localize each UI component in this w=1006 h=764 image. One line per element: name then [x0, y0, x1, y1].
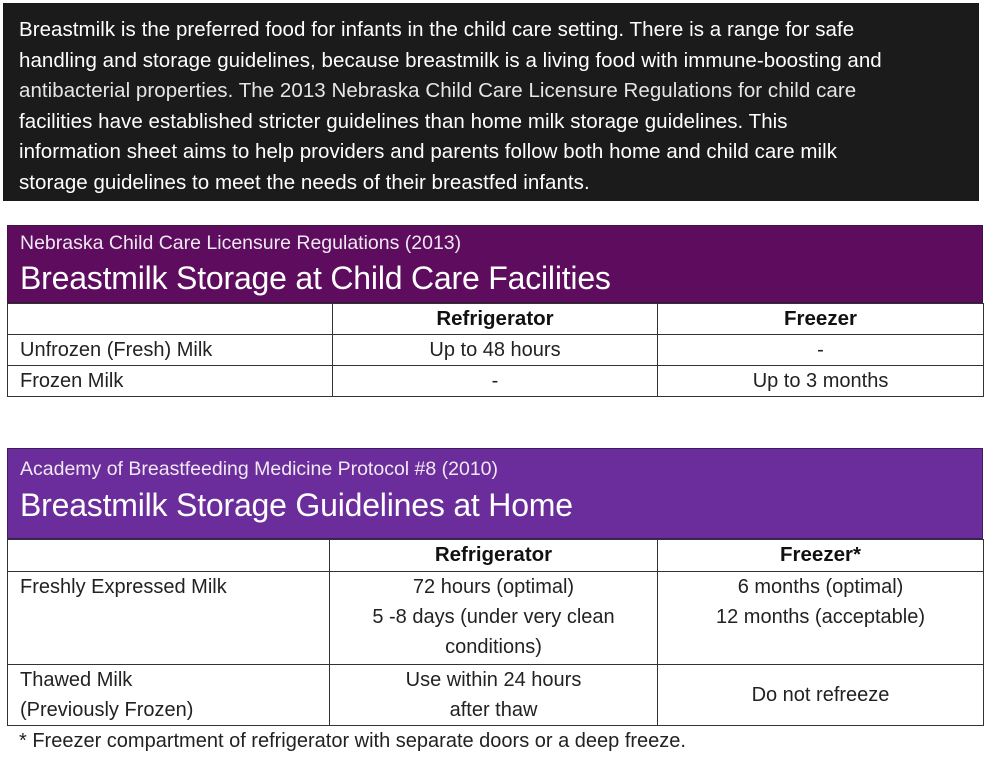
table-row	[8, 665, 984, 726]
table-cell	[8, 665, 330, 726]
childcare-subtitle: Nebraska Child Care Licensure Regulations (2013)	[20, 232, 462, 254]
table-header-cell	[8, 540, 330, 572]
table-header-cell: Refrigerator	[330, 540, 658, 572]
home-header-band	[7, 448, 983, 539]
table-cell: Up to 3 months	[658, 366, 984, 397]
table-cell: -	[333, 366, 658, 397]
childcare-section	[7, 225, 983, 397]
cell-line: Do not refreeze	[751, 684, 890, 706]
table-header-row	[8, 304, 984, 335]
intro-line: Breastmilk is the preferred food for infants in the child care setting. There is a range for safe	[19, 18, 855, 41]
cell-line: 6 months (optimal)	[737, 576, 904, 598]
intro-line: handling and storage guidelines, because breastmilk is a living food with immune-boosting and	[19, 48, 882, 72]
table-header-cell	[8, 304, 333, 335]
table-cell	[330, 572, 658, 665]
table-header-cell: Freezer	[658, 304, 984, 335]
table-cell: Frozen Milk	[8, 366, 333, 397]
cell-line: after thaw	[449, 699, 538, 721]
table-cell: -	[658, 335, 984, 366]
table-row	[8, 572, 984, 665]
table-header-cell: Refrigerator	[333, 304, 658, 335]
table-header-row	[8, 540, 984, 572]
intro-panel	[3, 3, 979, 201]
intro-line: information sheet aims to help providers and parents follow both home and child care milk	[19, 140, 838, 163]
table-cell: Unfrozen (Fresh) Milk	[8, 335, 333, 366]
table-cell: Up to 48 hours	[333, 335, 658, 366]
cell-line: Use within 24 hours	[405, 669, 582, 691]
childcare-title: Breastmilk Storage at Child Care Facilities	[20, 260, 611, 296]
cell-line: Thawed Milk	[20, 669, 133, 691]
table-cell	[8, 572, 330, 665]
home-section	[7, 448, 983, 726]
table-cell	[330, 665, 658, 726]
cell-line: 5 -8 days (under very clean	[372, 606, 615, 628]
table-row	[8, 366, 984, 397]
intro-line: facilities have established stricter guidelines than home milk storage guidelines. This	[19, 109, 788, 133]
intro-line: storage guidelines to meet the needs of their breastfed infants.	[19, 170, 590, 194]
home-subtitle: Academy of Breastfeeding Medicine Protocol #8 (2010)	[20, 458, 499, 480]
childcare-header-band	[7, 225, 983, 303]
cell-line: Freshly Expressed Milk	[20, 576, 227, 598]
table-cell	[658, 572, 984, 665]
cell-line: 12 months (acceptable)	[715, 606, 925, 628]
cell-line: (Previously Frozen)	[20, 699, 194, 721]
table-cell	[658, 665, 984, 726]
home-title: Breastmilk Storage Guidelines at Home	[20, 487, 573, 523]
freezer-footnote: * Freezer compartment of refrigerator with separate doors or a deep freeze.	[19, 730, 686, 752]
intro-line: antibacterial properties. The 2013 Nebraska Child Care Licensure Regulations for child care	[19, 79, 857, 102]
table-header-cell: Freezer*	[658, 540, 984, 572]
cell-line: conditions)	[445, 636, 542, 658]
table-row	[8, 335, 984, 366]
home-storage-table	[7, 539, 984, 726]
childcare-storage-table	[7, 303, 984, 397]
cell-line: 72 hours (optimal)	[412, 576, 575, 598]
